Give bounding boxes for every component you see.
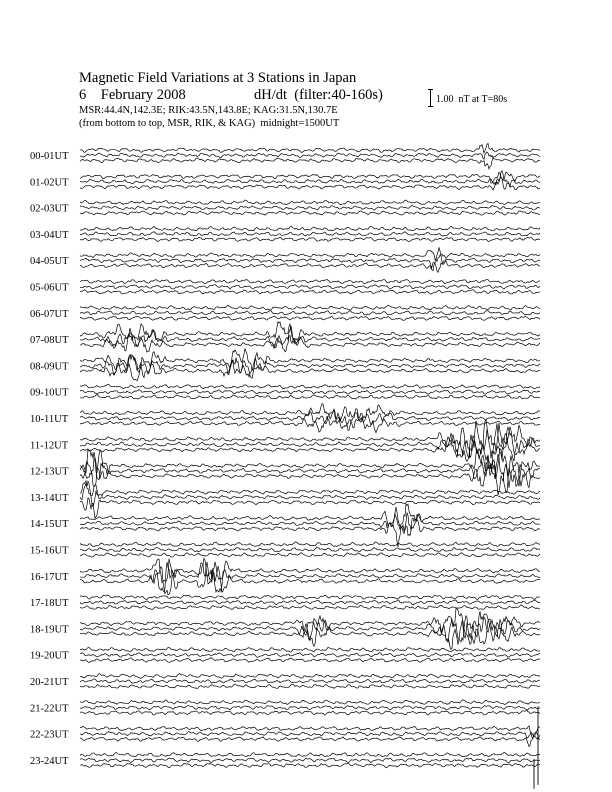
hour-label: 08-09UT — [30, 361, 69, 373]
date-label: 6 February 2008 — [79, 87, 186, 103]
trace-msr-15 — [80, 553, 540, 557]
hour-label: 17-18UT — [30, 598, 69, 610]
hour-label: 18-19UT — [30, 624, 69, 636]
hour-label: 07-08UT — [30, 335, 69, 347]
hour-label: 13-14UT — [30, 492, 69, 504]
end-spike-trace — [534, 706, 538, 789]
hour-label: 02-03UT — [30, 203, 69, 215]
trace-kag-13 — [80, 481, 540, 496]
trace-msr-22 — [80, 732, 540, 746]
trace-rik-2 — [80, 205, 540, 210]
trace-msr-5 — [80, 290, 540, 294]
trace-msr-10 — [80, 413, 540, 433]
trace-kag-6 — [80, 305, 540, 310]
trace-msr-13 — [80, 498, 540, 518]
trace-msr-6 — [80, 316, 540, 320]
trace-kag-15 — [80, 542, 540, 546]
trace-kag-22 — [80, 726, 540, 738]
chart-title: Magnetic Field Variations at 3 Stations in Japan — [79, 70, 357, 86]
hour-label: 22-23UT — [30, 729, 69, 741]
hour-label: 15-16UT — [30, 545, 69, 557]
trace-kag-17 — [80, 595, 540, 599]
hour-label: 11-12UT — [30, 440, 69, 452]
trace-rik-23 — [80, 758, 540, 762]
trace-msr-2 — [80, 211, 540, 215]
hour-label: 03-04UT — [30, 229, 69, 241]
hour-label: 01-02UT — [30, 177, 69, 189]
trace-msr-16 — [80, 562, 540, 595]
trace-kag-0 — [80, 143, 540, 152]
trace-rik-15 — [80, 547, 540, 552]
trace-rik-17 — [80, 600, 540, 605]
trace-msr-17 — [80, 605, 540, 610]
trace-msr-20 — [80, 684, 540, 689]
trace-rik-16 — [80, 562, 540, 592]
trace-kag-4 — [80, 248, 540, 260]
trace-msr-4 — [80, 261, 540, 272]
trace-kag-19 — [80, 647, 540, 652]
trace-kag-20 — [80, 674, 540, 679]
hour-label: 04-05UT — [30, 256, 69, 268]
trace-msr-12 — [80, 454, 540, 492]
trace-kag-5 — [80, 279, 540, 284]
trace-kag-11 — [80, 420, 540, 458]
hour-label: 12-13UT — [30, 466, 69, 478]
trace-rik-0 — [80, 152, 540, 159]
trace-msr-21 — [80, 711, 540, 716]
hour-label: 10-11UT — [30, 414, 69, 425]
trace-msr-3 — [80, 237, 540, 241]
trace-rik-8 — [80, 355, 540, 379]
hour-label: 00-01UT — [30, 151, 69, 162]
hour-label: 09-10UT — [30, 387, 69, 399]
hour-label: 23-24UT — [30, 755, 69, 767]
hour-label: 19-20UT — [30, 650, 69, 662]
trace-msr-19 — [80, 657, 540, 662]
trace-kag-14 — [80, 504, 540, 530]
trace-rik-5 — [80, 285, 540, 290]
order-note-label: (from bottom to top, MSR, RIK, & KAG) midnight=1500UT — [79, 118, 340, 129]
hour-label: 20-21UT — [30, 677, 69, 688]
trace-rik-21 — [80, 705, 540, 710]
trace-rik-3 — [80, 232, 540, 236]
parameter-label: dH/dt (filter:40-160s) — [254, 87, 383, 103]
stations-label: MSR:44.4N,142.3E; RIK:43.5N,143.8E; KAG:31.5N,130.7E — [79, 105, 338, 116]
trace-kag-8 — [80, 348, 540, 372]
trace-msr-23 — [80, 763, 540, 767]
hour-label: 05-06UT — [30, 282, 69, 294]
trace-rik-1 — [80, 171, 540, 187]
hour-label: 14-15UT — [30, 519, 69, 531]
trace-msr-14 — [80, 518, 540, 547]
trace-kag-7 — [80, 322, 540, 341]
trace-rik-19 — [80, 653, 540, 658]
trace-kag-3 — [80, 226, 540, 231]
trace-kag-9 — [80, 385, 540, 389]
trace-kag-18 — [80, 608, 540, 639]
trace-kag-2 — [80, 200, 540, 205]
trace-rik-12 — [80, 455, 540, 495]
trace-kag-23 — [80, 752, 540, 756]
trace-msr-0 — [80, 158, 540, 169]
hour-label: 16-17UT — [30, 571, 69, 583]
trace-rik-20 — [80, 679, 540, 683]
trace-msr-18 — [80, 616, 540, 649]
trace-rik-6 — [80, 311, 540, 315]
hour-label: 06-07UT — [30, 308, 69, 320]
trace-rik-9 — [80, 390, 540, 395]
trace-msr-9 — [80, 394, 540, 399]
scale-label: 1.00 nT at T=80s — [436, 94, 508, 105]
hour-label: 21-22UT — [30, 703, 69, 715]
trace-kag-21 — [80, 700, 540, 705]
